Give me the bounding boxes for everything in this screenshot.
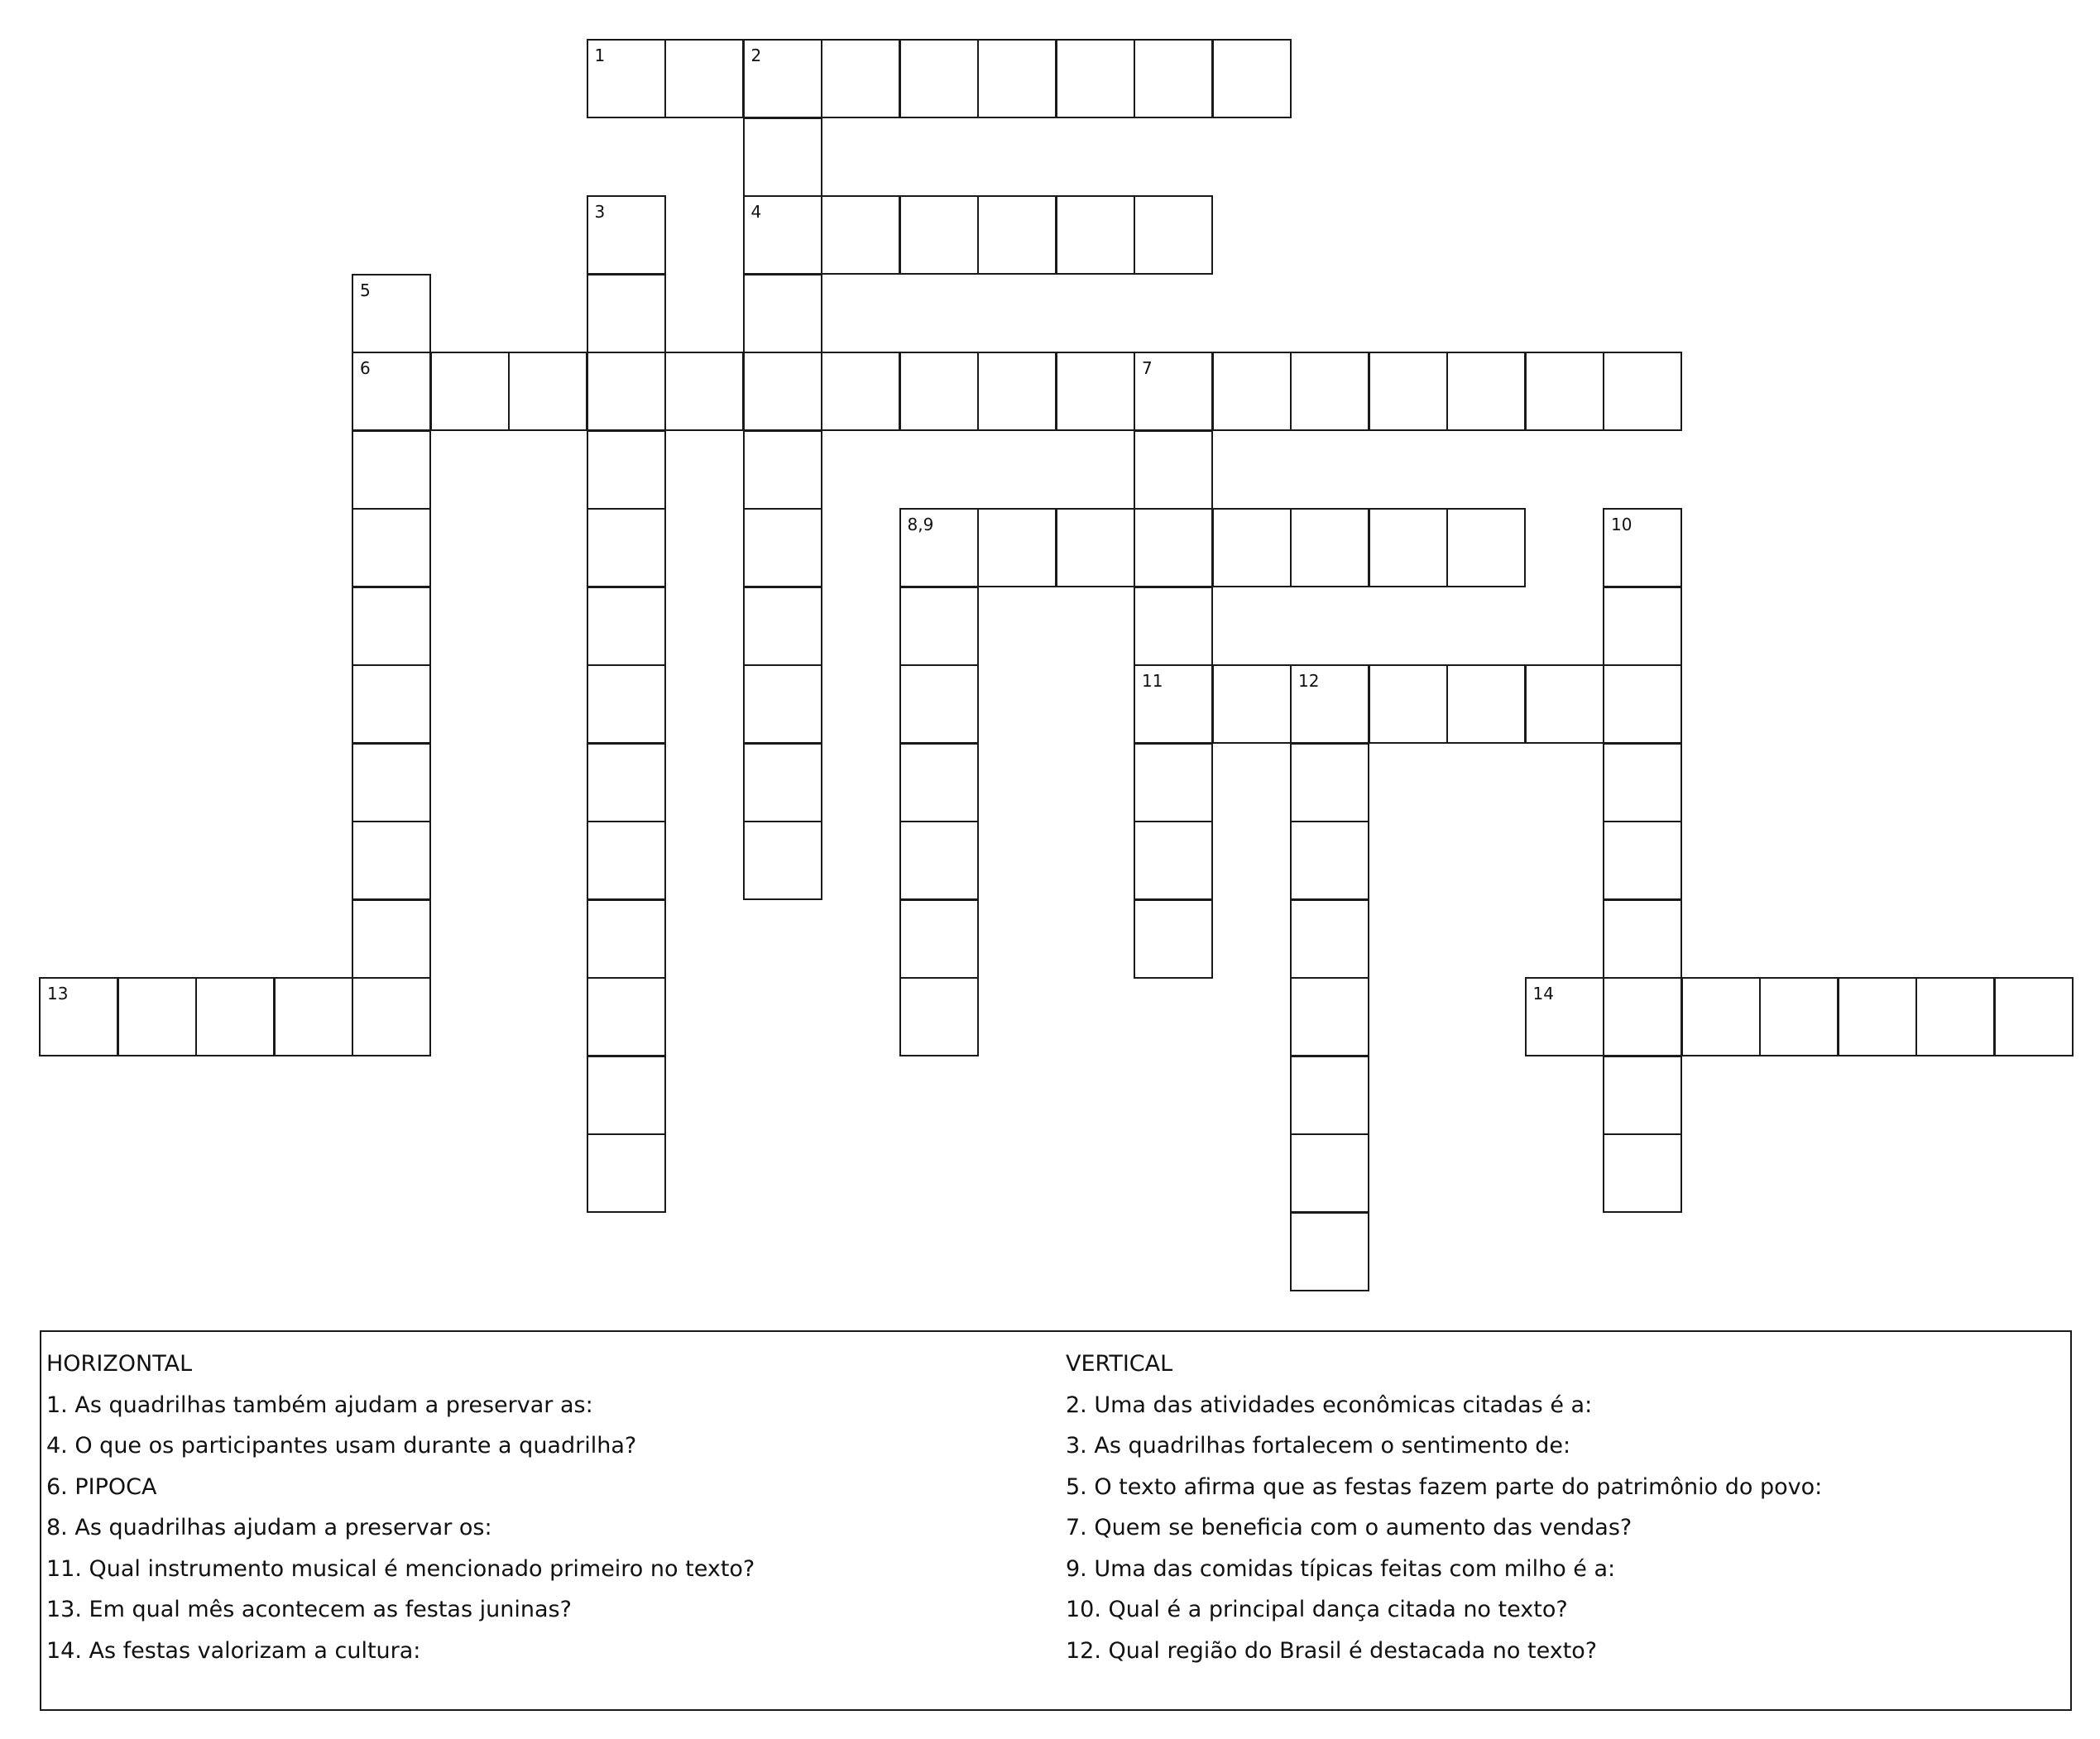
clue-number: 11 xyxy=(1142,671,1163,691)
clue-h1: 1. As quadrilhas também ajudam a preservar as: xyxy=(46,1392,593,1418)
crossword-cell[interactable] xyxy=(1134,664,1213,744)
crossword-cell[interactable] xyxy=(1369,352,1448,431)
crossword-cell[interactable] xyxy=(1603,977,1682,1056)
clue-v7: 7. Quem se beneficia com o aumento das vendas? xyxy=(1066,1515,1633,1540)
horizontal-title: HORIZONTAL xyxy=(46,1351,193,1377)
clue-number: 14 xyxy=(1532,984,1554,1004)
crossword-cell[interactable] xyxy=(352,899,431,979)
vertical-title: VERTICAL xyxy=(1066,1351,1173,1377)
clue-v9: 9. Uma das comidas típicas feitas com milho é a: xyxy=(1066,1555,1616,1582)
crossword-cell[interactable] xyxy=(587,587,666,666)
horizontal-clues xyxy=(46,1344,1039,1671)
crossword-cell[interactable] xyxy=(430,352,510,431)
vertical-clues xyxy=(1066,1344,2059,1671)
crossword-cell[interactable] xyxy=(1290,1212,1369,1291)
crossword-cell[interactable] xyxy=(1994,977,2074,1056)
crossword-cell[interactable] xyxy=(899,743,979,822)
crossword-cell[interactable] xyxy=(743,274,822,353)
crossword-cell[interactable] xyxy=(1134,508,1213,587)
clue-h6: 6. PIPOCA xyxy=(46,1473,157,1500)
crossword-cell[interactable] xyxy=(1446,664,1526,744)
crossword-cell[interactable] xyxy=(1603,743,1682,822)
clue-number: 4 xyxy=(750,202,762,222)
clue-number: 7 xyxy=(1142,358,1153,378)
crossword-cell[interactable] xyxy=(587,352,666,431)
clue-number: 2 xyxy=(750,46,762,65)
crossword-cell[interactable] xyxy=(899,977,979,1056)
clue-number: 12 xyxy=(1298,671,1320,691)
crossword-cell[interactable] xyxy=(1603,352,1682,431)
clue-number: 5 xyxy=(360,280,371,300)
crossword-cell[interactable] xyxy=(899,821,979,900)
crossword-cell[interactable] xyxy=(1915,977,1995,1056)
crossword-cell[interactable] xyxy=(587,430,666,510)
crossword-cell[interactable] xyxy=(899,195,979,275)
crossword-cell[interactable] xyxy=(587,274,666,353)
crossword-cell[interactable] xyxy=(977,195,1057,275)
crossword-cell[interactable] xyxy=(352,508,431,587)
crossword-cell[interactable] xyxy=(352,664,431,744)
crossword-cell[interactable] xyxy=(1212,352,1292,431)
crossword-cell[interactable] xyxy=(1525,977,1604,1056)
crossword-cell[interactable] xyxy=(743,587,822,666)
crossword-cell[interactable] xyxy=(1290,899,1369,979)
clue-h11: 11. Qual instrumento musical é mencionado primeiro no texto? xyxy=(46,1555,755,1582)
crossword-cell[interactable] xyxy=(1681,977,1761,1056)
crossword-cell[interactable] xyxy=(1134,39,1213,118)
clue-h13: 13. Em qual mês acontecem as festas juninas? xyxy=(46,1597,572,1622)
crossword-cell[interactable] xyxy=(352,587,431,666)
crossword-cell[interactable] xyxy=(1603,1133,1682,1213)
crossword-cell[interactable] xyxy=(743,39,822,118)
crossword-cell[interactable] xyxy=(1290,977,1369,1056)
crossword-cell[interactable] xyxy=(587,1133,666,1213)
crossword-cell[interactable] xyxy=(821,39,900,118)
crossword-cell[interactable] xyxy=(587,1056,666,1135)
crossword-cell[interactable] xyxy=(352,430,431,510)
crossword-cell[interactable] xyxy=(1056,508,1135,587)
crossword-cell[interactable] xyxy=(743,430,822,510)
crossword-cell[interactable] xyxy=(352,977,431,1056)
crossword-cell[interactable] xyxy=(1134,430,1213,510)
crossword-cell[interactable] xyxy=(352,274,431,353)
crossword-cell[interactable] xyxy=(1134,821,1213,900)
crossword-cell[interactable] xyxy=(587,899,666,979)
crossword-cell[interactable] xyxy=(899,508,979,587)
crossword-cell[interactable] xyxy=(352,743,431,822)
clue-number: 10 xyxy=(1611,515,1633,534)
crossword-cell[interactable] xyxy=(1603,508,1682,587)
crossword-cell[interactable] xyxy=(1290,743,1369,822)
crossword-cell[interactable] xyxy=(587,664,666,744)
crossword-cell[interactable] xyxy=(899,587,979,666)
crossword-cell[interactable] xyxy=(1056,352,1135,431)
crossword-cell[interactable] xyxy=(899,39,979,118)
crossword-cell[interactable] xyxy=(664,352,744,431)
crossword-cell[interactable] xyxy=(587,508,666,587)
crossword-cell[interactable] xyxy=(1134,899,1213,979)
crossword-cell[interactable] xyxy=(117,977,197,1056)
crossword-cell[interactable] xyxy=(1446,352,1526,431)
crossword-cell[interactable] xyxy=(743,117,822,197)
crossword-cell[interactable] xyxy=(1134,743,1213,822)
crossword-cell[interactable] xyxy=(195,977,275,1056)
clue-number: 1 xyxy=(594,46,606,65)
crossword-cell[interactable] xyxy=(821,195,900,275)
crossword-cell[interactable] xyxy=(352,352,431,431)
crossword-cell[interactable] xyxy=(899,664,979,744)
clue-number: 3 xyxy=(594,202,606,222)
clue-h4: 4. O que os participantes usam durante a quadrilha? xyxy=(46,1433,637,1459)
crossword-cell[interactable] xyxy=(1290,352,1369,431)
crossword-cell[interactable] xyxy=(1838,977,1917,1056)
crossword-cell[interactable] xyxy=(508,352,587,431)
crossword-cell[interactable] xyxy=(1290,1133,1369,1213)
crossword-cell[interactable] xyxy=(1212,664,1292,744)
crossword-cell[interactable] xyxy=(1525,352,1604,431)
crossword-cell[interactable] xyxy=(1603,1056,1682,1135)
clue-v12: 12. Qual região do Brasil é destacada no texto? xyxy=(1066,1637,1598,1664)
clue-number: 8,9 xyxy=(907,515,934,534)
crossword-cell[interactable] xyxy=(1134,352,1213,431)
crossword-cell[interactable] xyxy=(1603,821,1682,900)
clue-v3: 3. As quadrilhas fortalecem o sentimento de: xyxy=(1066,1433,1571,1459)
crossword-cell[interactable] xyxy=(743,195,822,275)
crossword-cell[interactable] xyxy=(977,39,1057,118)
crossword-cell[interactable] xyxy=(1134,195,1213,275)
crossword-cell[interactable] xyxy=(274,977,353,1056)
clue-number: 6 xyxy=(360,358,371,378)
clue-v5: 5. O texto afirma que as festas fazem parte do patrimônio do povo: xyxy=(1066,1473,1823,1500)
crossword-cell[interactable] xyxy=(1603,899,1682,979)
crossword-cell[interactable] xyxy=(1212,508,1292,587)
clue-v10: 10. Qual é a principal dança citada no texto? xyxy=(1066,1597,1568,1622)
crossword-cell[interactable] xyxy=(587,195,666,275)
crossword-cell[interactable] xyxy=(821,352,900,431)
crossword-cell[interactable] xyxy=(1290,821,1369,900)
crossword-cell[interactable] xyxy=(899,352,979,431)
clue-h8: 8. As quadrilhas ajudam a preservar os: xyxy=(46,1515,492,1540)
crossword-cell[interactable] xyxy=(743,664,822,744)
crossword-cell[interactable] xyxy=(1603,664,1682,744)
crossword-cell[interactable] xyxy=(587,977,666,1056)
crossword-cell[interactable] xyxy=(1369,508,1448,587)
crossword-cell[interactable] xyxy=(899,899,979,979)
crossword-cell[interactable] xyxy=(1290,508,1369,587)
crossword-cell[interactable] xyxy=(743,352,822,431)
clue-v2: 2. Uma das atividades econômicas citadas é a: xyxy=(1066,1392,1593,1418)
crossword-cell[interactable] xyxy=(1056,39,1135,118)
clues-box xyxy=(40,1330,2072,1711)
crossword-cell[interactable] xyxy=(1056,195,1135,275)
crossword-cell[interactable] xyxy=(1369,664,1448,744)
crossword-cell[interactable] xyxy=(1446,508,1526,587)
crossword-cell[interactable] xyxy=(743,821,822,900)
crossword-cell[interactable] xyxy=(1290,664,1369,744)
crossword-cell[interactable] xyxy=(39,977,118,1056)
crossword-cell[interactable] xyxy=(1290,1056,1369,1135)
crossword-cell[interactable] xyxy=(1525,664,1604,744)
crossword-cell[interactable] xyxy=(352,821,431,900)
crossword-cell[interactable] xyxy=(1134,587,1213,666)
crossword-cell[interactable] xyxy=(1603,587,1682,666)
crossword-cell[interactable] xyxy=(587,39,666,118)
crossword-cell[interactable] xyxy=(587,821,666,900)
clue-number: 13 xyxy=(47,984,69,1004)
crossword-cell[interactable] xyxy=(1212,39,1292,118)
crossword-cell[interactable] xyxy=(664,39,744,118)
clue-h14: 14. As festas valorizam a cultura: xyxy=(46,1637,421,1664)
crossword-cell[interactable] xyxy=(587,743,666,822)
crossword-cell[interactable] xyxy=(977,352,1057,431)
crossword-cell[interactable] xyxy=(1759,977,1839,1056)
crossword-cell[interactable] xyxy=(977,508,1057,587)
crossword-cell[interactable] xyxy=(743,508,822,587)
crossword-cell[interactable] xyxy=(743,743,822,822)
